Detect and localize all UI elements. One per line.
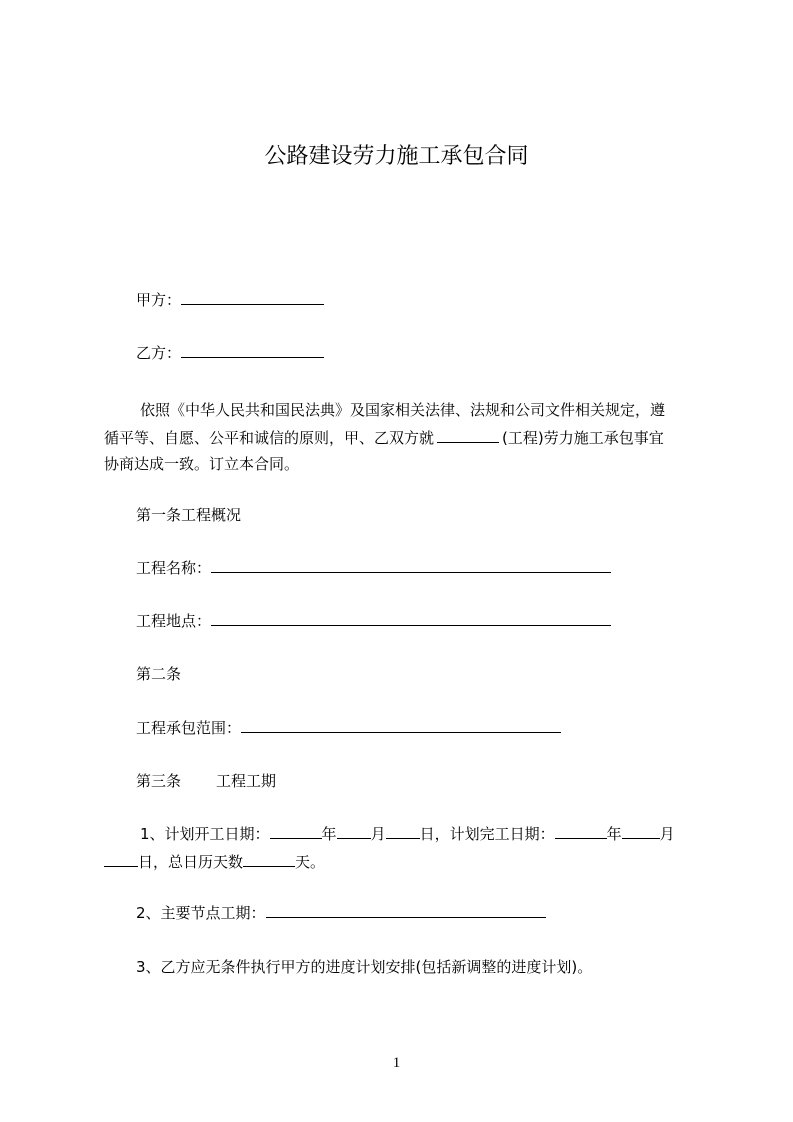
schedule-line-2: [104, 852, 325, 872]
schedule-line-1: [140, 824, 675, 844]
days-label: 天。: [295, 853, 326, 871]
party-b-line: [136, 343, 324, 363]
month-label: 月: [659, 825, 675, 843]
scope-blank[interactable]: [241, 718, 561, 733]
year-label: 年: [606, 825, 622, 843]
milestone-blank[interactable]: [266, 903, 546, 918]
scope-label: 工程承包范围：: [136, 719, 242, 737]
schedule-compliance-line: 3、乙方应无条件执行甲方的进度计划安排(包括新调整的进度计划)。: [136, 958, 593, 976]
article-3-title: 工程工期: [216, 772, 277, 790]
party-b-blank[interactable]: [181, 343, 324, 358]
article-1-heading: 第一条工程概况: [136, 506, 242, 524]
article-3-number: 第三条: [136, 772, 182, 790]
project-name-line: [136, 558, 611, 578]
page-number: 1: [392, 1055, 401, 1071]
party-a-label: 甲方：: [136, 291, 182, 309]
project-blank[interactable]: [437, 428, 499, 443]
start-year-blank[interactable]: [270, 824, 322, 839]
intro-line-2a: 循平等、自愿、公平和诚信的原则，甲、乙双方就: [104, 429, 435, 447]
project-name-blank[interactable]: [211, 558, 611, 573]
milestone-label: 2、主要节点工期：: [136, 904, 266, 922]
project-location-label: 工程地点：: [136, 612, 212, 630]
start-date-label: 1、计划开工日期：: [140, 825, 270, 843]
article-3-heading: [136, 771, 276, 791]
end-day-blank[interactable]: [104, 852, 138, 867]
intro-line-2b: (工程)劳力施工承包事宜: [502, 429, 664, 447]
end-month-blank[interactable]: [622, 824, 660, 839]
start-day-blank[interactable]: [386, 824, 420, 839]
document-title: 公路建设劳力施工承包合同: [264, 144, 529, 169]
party-a-blank[interactable]: [181, 290, 324, 305]
project-name-label: 工程名称：: [136, 559, 212, 577]
total-days-label: 日，总日历天数: [138, 853, 244, 871]
intro-line-2: [104, 428, 664, 448]
article-2-heading: 第二条: [136, 665, 182, 683]
milestone-line: [136, 903, 546, 923]
end-date-label: 日，计划完工日期：: [419, 825, 555, 843]
intro-line-3: 协商达成一致。订立本合同。: [104, 455, 300, 473]
year-label: 年: [321, 825, 337, 843]
end-year-blank[interactable]: [555, 824, 607, 839]
party-b-label: 乙方：: [136, 344, 182, 362]
project-location-blank[interactable]: [211, 611, 611, 626]
party-a-line: [136, 290, 324, 310]
month-label: 月: [370, 825, 386, 843]
start-month-blank[interactable]: [337, 824, 371, 839]
project-location-line: [136, 611, 611, 631]
total-days-blank[interactable]: [243, 852, 295, 867]
scope-line: [136, 718, 561, 738]
intro-line-1: 依照《中华人民共和国民法典》及国家相关法律、法规和公司文件相关规定，遵: [140, 401, 666, 419]
